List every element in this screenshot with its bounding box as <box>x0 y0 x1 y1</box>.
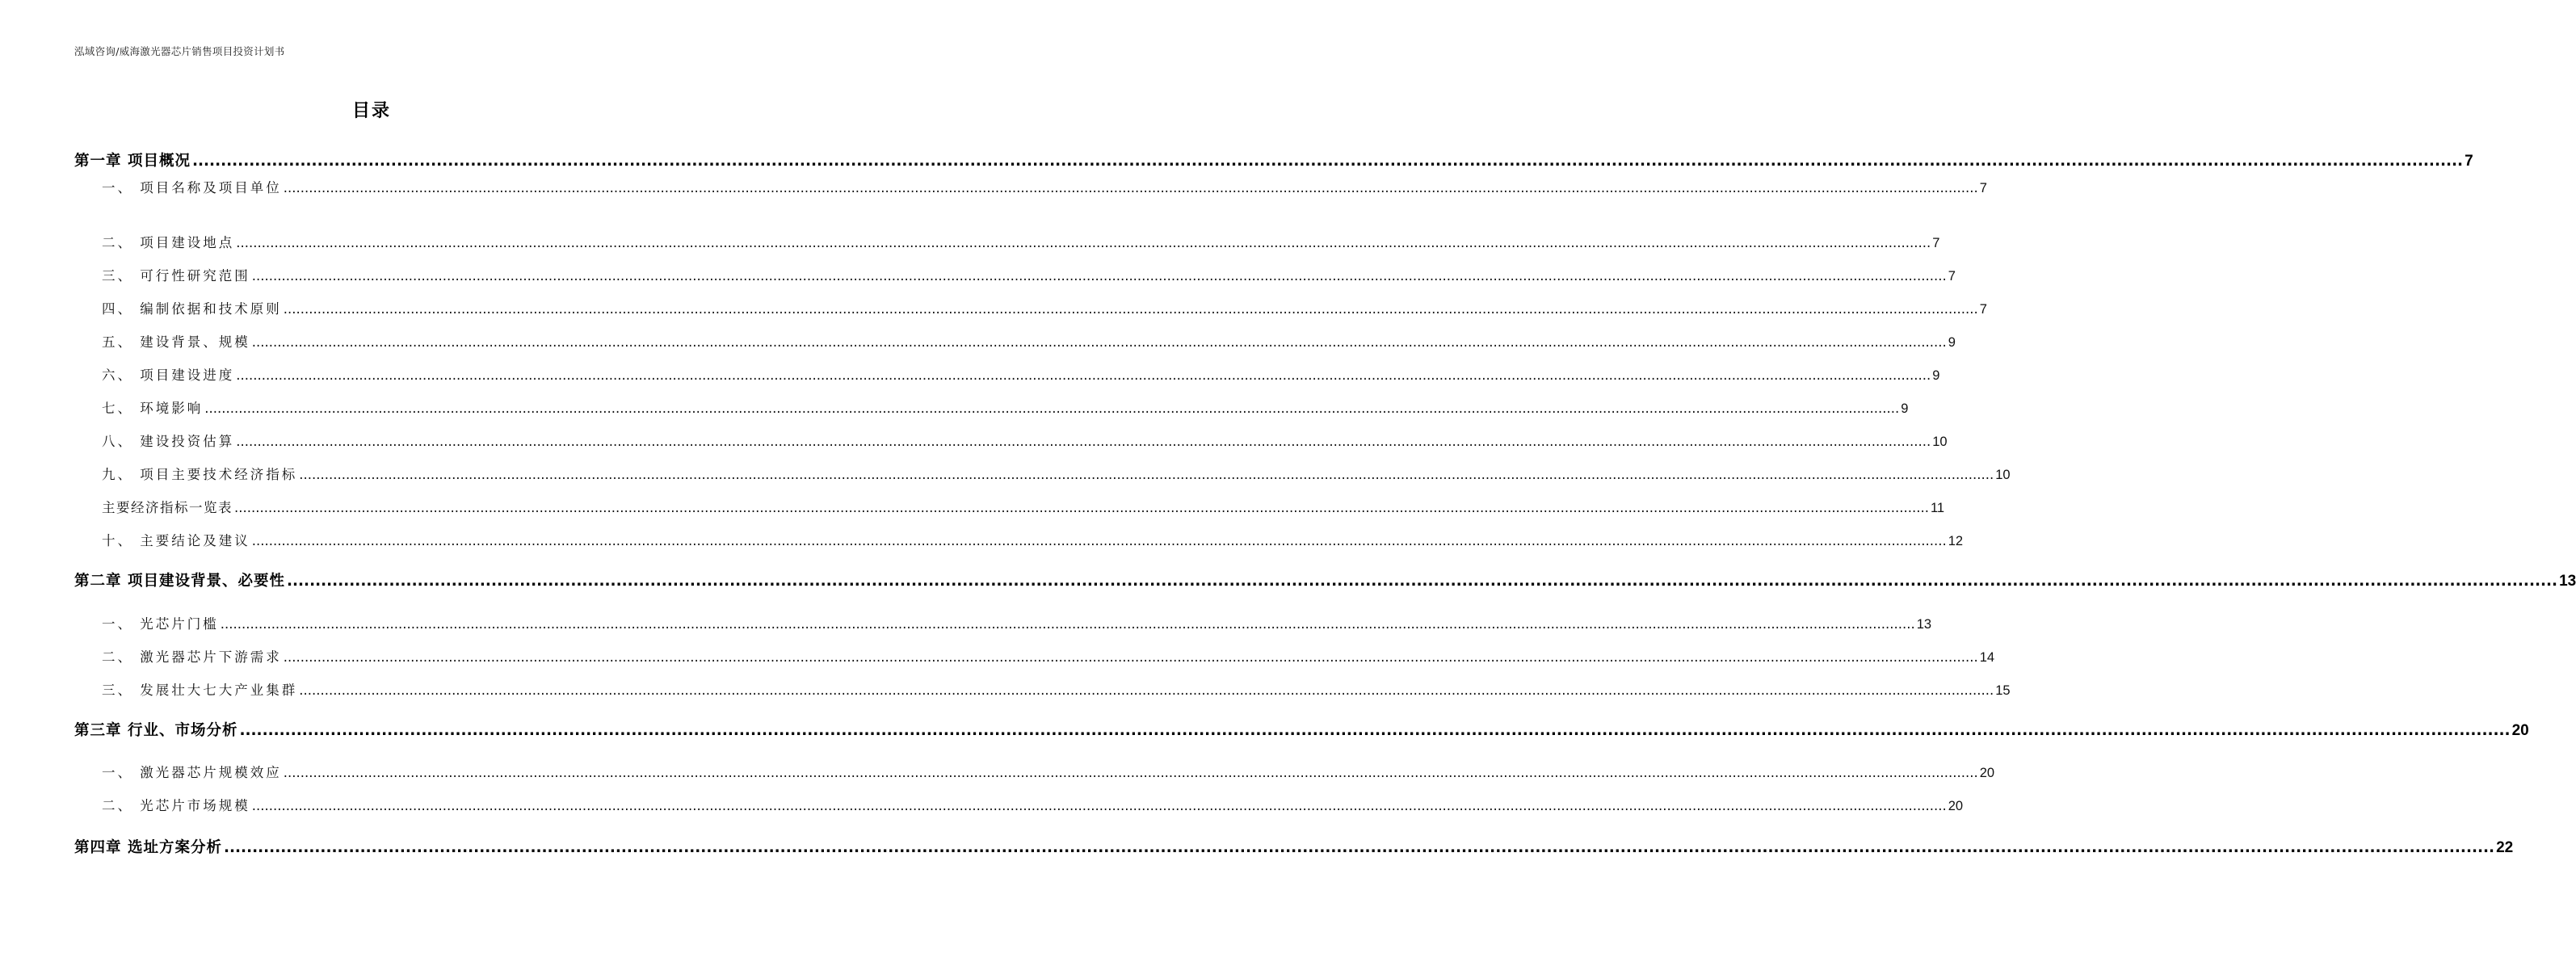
dot-leader: ................................................................................................................................................................................................................................................................................................................................................................................................................ <box>286 573 2558 590</box>
dot-leader: ................................................................................................................................................................................................................................................................................................................................................................................................................ <box>220 616 1915 632</box>
toc-section-1-4[interactable] <box>102 298 1987 317</box>
dot-leader: ................................................................................................................................................................................................................................................................................................................................................................................................................ <box>251 798 1947 813</box>
toc-entry-label: 八、 建设投资估算 <box>102 434 235 449</box>
toc-page-number: 9 <box>1948 335 1956 350</box>
toc-entry-label: 九、 项目主要技术经济指标 <box>102 467 298 482</box>
toc-section-1-3[interactable] <box>102 265 1956 284</box>
dot-leader: ................................................................................................................................................................................................................................................................................................................................................................................................................ <box>299 683 1994 698</box>
toc-entry-label: 二、 激光器芯片下游需求 <box>102 649 282 665</box>
toc-section-economic-table[interactable] <box>102 497 1945 516</box>
toc-entry-label: 七、 环境影响 <box>102 401 204 416</box>
dot-leader: ................................................................................................................................................................................................................................................................................................................................................................................................................ <box>236 235 1931 250</box>
toc-section-2-2[interactable] <box>102 646 1995 666</box>
toc-section-1-1[interactable] <box>102 177 1987 196</box>
dot-leader: ................................................................................................................................................................................................................................................................................................................................................................................................................ <box>223 839 2495 856</box>
toc-page-number: 14 <box>1979 650 1995 665</box>
toc-page-number: 22 <box>2496 839 2514 856</box>
toc-page-number: 7 <box>1948 269 1956 284</box>
toc-chapter-2[interactable] <box>74 569 2576 590</box>
toc-entry-label: 四、 编制依据和技术原则 <box>102 301 282 317</box>
toc-entry-label: 三、 可行性研究范围 <box>102 268 250 284</box>
page-title: 目录 <box>351 101 391 121</box>
dot-leader: ................................................................................................................................................................................................................................................................................................................................................................................................................ <box>191 153 2464 170</box>
toc-entry-label: 二、 光芯片市场规模 <box>102 798 250 813</box>
toc-page-number: 20 <box>1979 766 1995 780</box>
toc-page-number: 7 <box>2465 153 2473 170</box>
dot-leader: ................................................................................................................................................................................................................................................................................................................................................................................................................ <box>251 268 1947 284</box>
toc-entry-label: 二、 项目建设地点 <box>102 235 235 250</box>
toc-page-number: 20 <box>2511 722 2529 739</box>
toc-entry-label: 三、 发展壮大七大产业集群 <box>102 683 298 698</box>
toc-section-1-9[interactable] <box>102 464 2011 483</box>
dot-leader: ................................................................................................................................................................................................................................................................................................................................................................................................................ <box>251 334 1947 350</box>
dot-leader: ................................................................................................................................................................................................................................................................................................................................................................................................................ <box>299 467 1994 482</box>
toc-section-2-1[interactable] <box>102 613 1932 632</box>
toc-page-number: 11 <box>1930 501 1945 515</box>
toc-page-number: 9 <box>1932 368 1940 383</box>
dot-leader: ................................................................................................................................................................................................................................................................................................................................................................................................................ <box>204 401 1900 416</box>
dot-leader: ................................................................................................................................................................................................................................................................................................................................................................................................................ <box>283 649 1978 665</box>
toc-section-1-8[interactable] <box>102 431 1948 450</box>
dot-leader: ................................................................................................................................................................................................................................................................................................................................................................................................................ <box>236 368 1931 383</box>
running-header: 泓域咨询/威海激光器芯片销售项目投资计划书 <box>74 45 285 57</box>
toc-section-1-5[interactable] <box>102 331 1956 351</box>
dot-leader: ................................................................................................................................................................................................................................................................................................................................................................................................................ <box>283 301 1978 317</box>
dot-leader: ................................................................................................................................................................................................................................................................................................................................................................................................................ <box>234 500 1929 515</box>
toc-entry-label: 第四章 选址方案分析 <box>74 839 222 856</box>
toc-entry-label: 一、 激光器芯片规模效应 <box>102 765 282 780</box>
toc-page-number: 13 <box>1916 617 1932 632</box>
toc-section-2-3[interactable] <box>102 679 2011 699</box>
toc-page-number: 10 <box>1932 435 1948 449</box>
toc-page-number: 7 <box>1979 302 1987 317</box>
toc-section-1-2[interactable] <box>102 232 1940 251</box>
toc-page-number: 10 <box>1995 468 2011 482</box>
toc-entry-label: 十、 主要结论及建议 <box>102 533 250 548</box>
toc-page-number: 15 <box>1995 683 2011 698</box>
toc-page-number: 9 <box>1901 401 1909 416</box>
toc-page-number: 12 <box>1948 534 1964 548</box>
toc-entry-label: 第一章 项目概况 <box>74 153 191 170</box>
dot-leader: ................................................................................................................................................................................................................................................................................................................................................................................................................ <box>236 434 1931 449</box>
toc-section-1-6[interactable] <box>102 364 1940 384</box>
toc-entry-label: 第三章 行业、市场分析 <box>74 722 238 739</box>
toc-chapter-4[interactable] <box>74 836 2514 857</box>
toc-page-number: 13 <box>2559 573 2576 590</box>
toc-section-3-2[interactable] <box>102 795 1964 814</box>
toc-entry-label: 一、 光芯片门槛 <box>102 616 219 632</box>
toc-page-number: 20 <box>1948 799 1964 813</box>
toc-page-number: 7 <box>1932 236 1940 250</box>
dot-leader: ................................................................................................................................................................................................................................................................................................................................................................................................................ <box>283 180 1978 195</box>
toc-entry-label: 六、 项目建设进度 <box>102 368 235 383</box>
toc-section-1-7[interactable] <box>102 397 1909 417</box>
dot-leader: ................................................................................................................................................................................................................................................................................................................................................................................................................ <box>251 533 1947 548</box>
toc-chapter-1[interactable] <box>74 149 2473 170</box>
toc-chapter-3[interactable] <box>74 719 2529 740</box>
toc-entry-label: 主要经济指标一览表 <box>102 500 233 515</box>
toc-entry-label: 一、 项目名称及项目单位 <box>102 180 282 195</box>
toc-page-number: 7 <box>1979 181 1987 195</box>
toc-section-3-1[interactable] <box>102 762 1995 781</box>
dot-leader: ................................................................................................................................................................................................................................................................................................................................................................................................................ <box>239 722 2511 739</box>
toc-entry-label: 第二章 项目建设背景、必要性 <box>74 573 285 590</box>
toc-section-1-10[interactable] <box>102 530 1964 549</box>
toc-entry-label: 五、 建设背景、规模 <box>102 334 250 350</box>
dot-leader: ................................................................................................................................................................................................................................................................................................................................................................................................................ <box>283 765 1978 780</box>
